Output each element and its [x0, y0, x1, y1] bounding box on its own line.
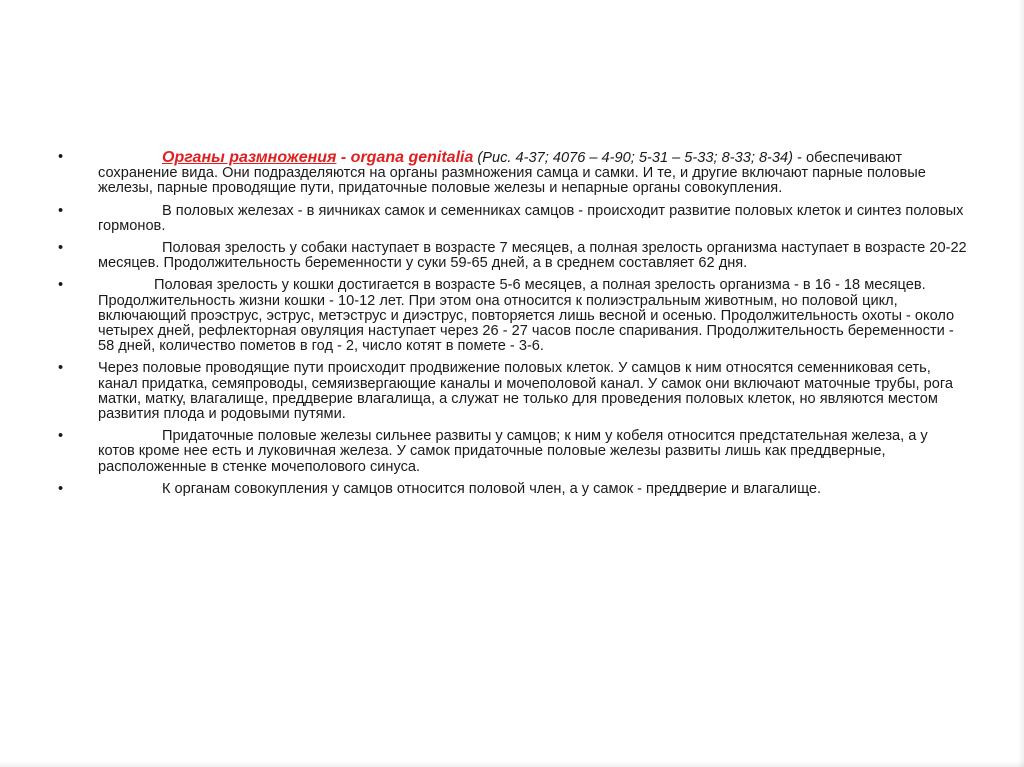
- paragraph-text: Придаточные половые железы сильнее развиты у самцов; к ним у кобеля относится предстательная железа, а у котов кроме нее есть и луковичная железа. У самок придаточные половые железы развиты лишь как преддверные, расположенные в стенке мочеполового синуса.: [98, 428, 928, 475]
- section-title: [162, 149, 473, 166]
- title-latin: - organa genitalia: [336, 149, 474, 166]
- paragraph-text: Через половые проводящие пути происходит продвижение половых клеток. У самцов к ним относятся семенниковая сеть, канал придатка, семяпроводы, семяизвергающие каналы и мочеполовой канал. У самок они включают маточные трубы, рога матки, матку, влагалище, преддверие влагалища, а служат не только для проведения половых клеток, но являются местом развития плода и родовыми путями.: [98, 360, 954, 423]
- paragraph-gonads: [58, 204, 968, 234]
- bullet-icon: •: [58, 360, 64, 377]
- paragraph-genital-ducts: [58, 361, 968, 422]
- paragraph-dog-maturity: [58, 241, 968, 271]
- bullet-icon: •: [58, 480, 64, 497]
- title-underlined: Органы размножения: [162, 149, 337, 166]
- bullet-icon: •: [58, 149, 64, 165]
- figure-reference: (Рис. 4-37; 4076 – 4-90; 5-31 – 5-33; 8-33; 8-34): [473, 150, 794, 166]
- bullet-list: [58, 150, 968, 504]
- bullet-icon: •: [58, 428, 64, 445]
- paragraph-accessory-glands: [58, 429, 968, 475]
- slide-shadow: [0, 761, 1024, 767]
- paragraph-reproductive-organs: [58, 150, 968, 197]
- paragraph-text: Половая зрелость у собаки наступает в возрасте 7 месяцев, а полная зрелость организма наступает в возрасте 20-22 месяцев. Продолжительность беременности у суки 59-65 дней, а в среднем составляет 62 дня.: [98, 240, 967, 272]
- slide-shadow: [1018, 0, 1024, 767]
- paragraph-text: В половых железах - в яичниках самок и семенниках самцов - происходит развитие половых клеток и синтез половых гормонов.: [98, 202, 964, 234]
- bullet-icon: •: [58, 202, 64, 219]
- bullet-icon: •: [58, 277, 64, 294]
- paragraph-text: - обеспечивают сохранение вида. Они подразделяются на органы размножения самца и самки. И те, и другие включают парные половые железы, парные проводящие пути, придаточные половые железы и непарные органы совокупления.: [98, 150, 926, 197]
- paragraph-copulatory-organs: [58, 482, 968, 497]
- paragraph-text: Половая зрелость у кошки достигается в возрасте 5-6 месяцев, а полная зрелость организма - в 16 - 18 месяцев. Продолжительность жизни кошки - 10-12 лет. При этом она относится к полиэстральным животным, но половой цикл, включающий проэструс, эструс, метэструс и диэструс, повторяется лишь весной и осенью. Продолжительность охоты - около четырех дней, рефлекторная овуляция наступает через 26 - 27 часов после спаривания. Продолжительность беременности - 58 дней, количество пометов в год - 2, число котят в помете - 3-6.: [98, 277, 955, 355]
- paragraph-cat-maturity: [58, 278, 968, 354]
- bullet-icon: •: [58, 240, 64, 257]
- paragraph-text: К органам совокупления у самцов относится половой член, а у самок - преддверие и влагалище.: [162, 480, 822, 497]
